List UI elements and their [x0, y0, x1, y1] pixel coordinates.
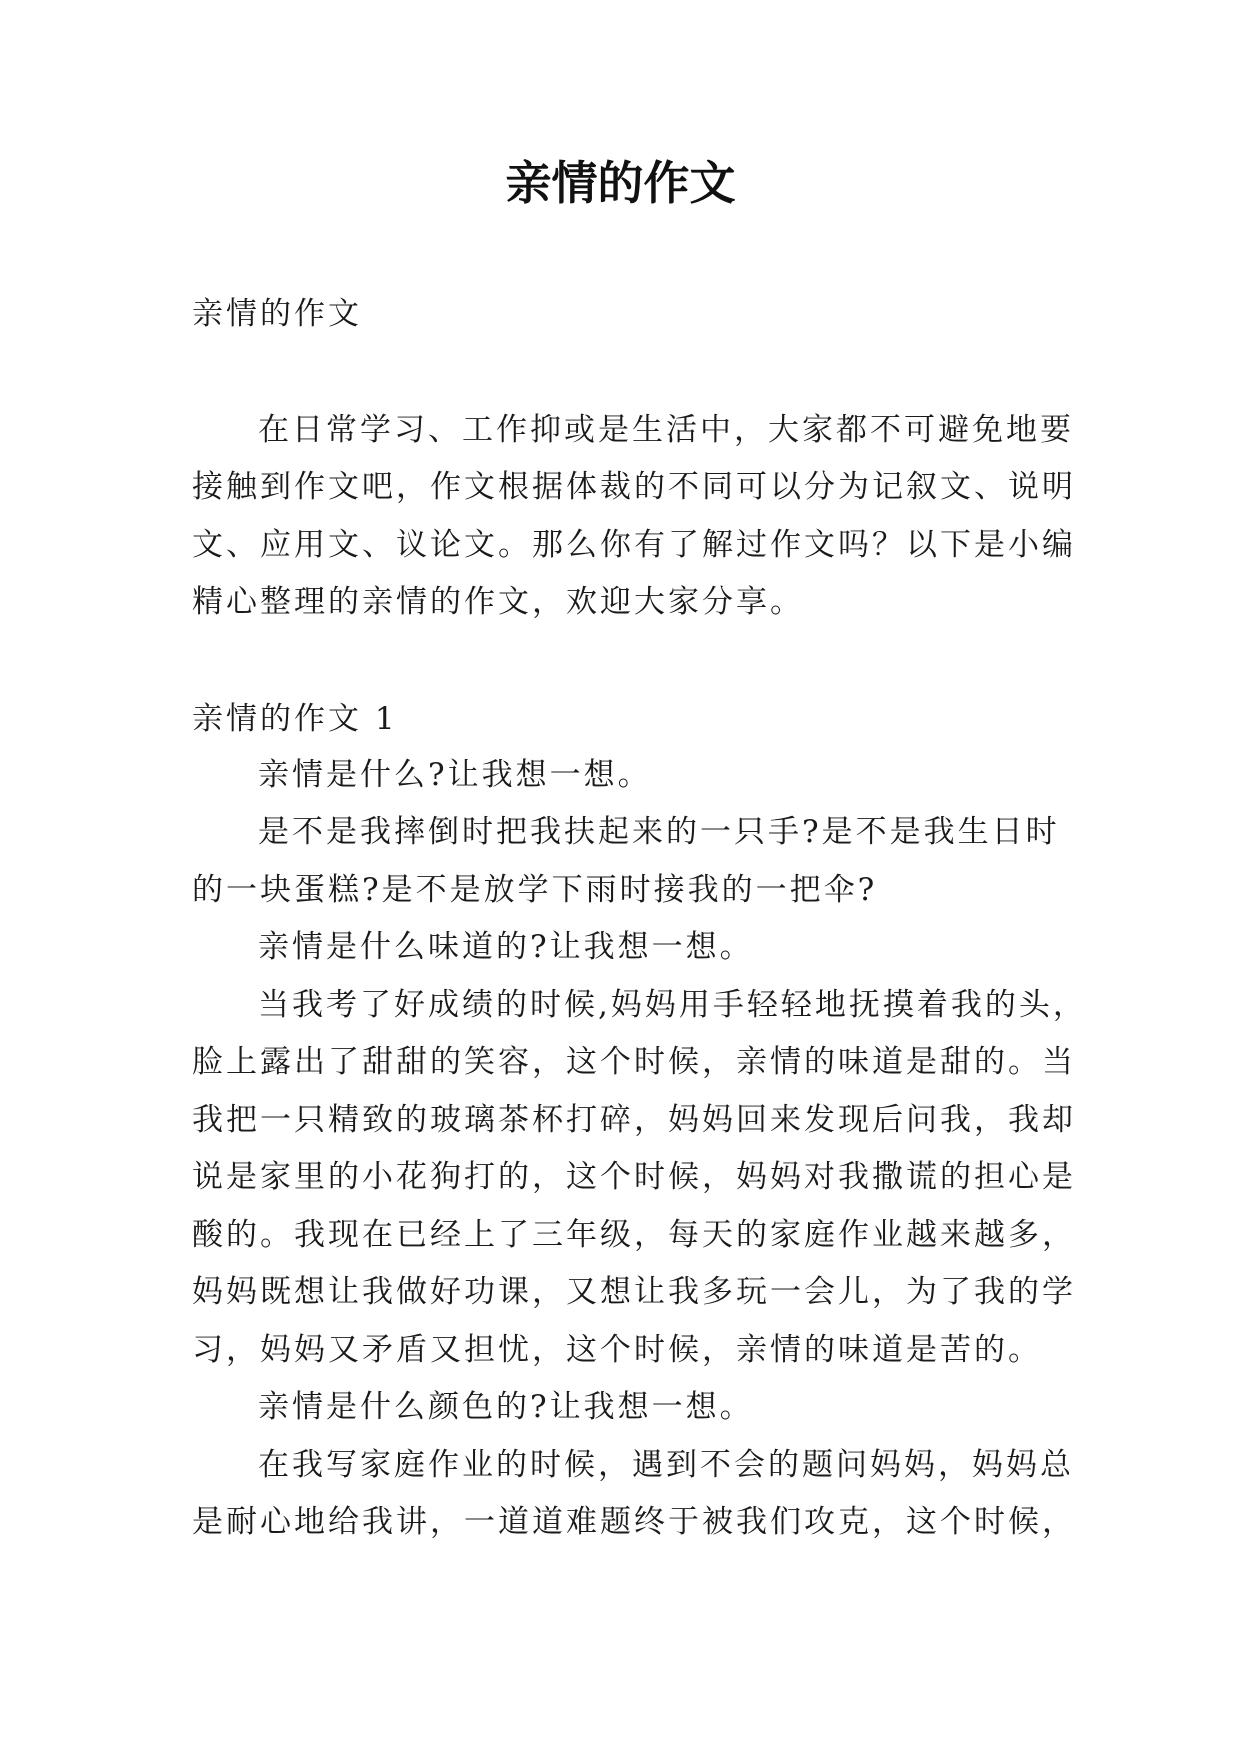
body-line-2: 是不是我摔倒时把我扶起来的一只手?是不是我生日时: [258, 814, 1060, 850]
body-line-12: 亲情是什么颜色的?让我想一想。: [258, 1389, 754, 1425]
intro-line-1: 在日常学习、工作抑或是生活中，大家都不可避免地要: [258, 412, 1074, 448]
body-line-5: 当我考了好成绩的时候,妈妈用手轻轻地抚摸着我的头，: [258, 987, 1087, 1023]
body-line-10: 妈妈既想让我做好功课，又想让我多玩一会儿，为了我的学: [192, 1274, 1076, 1310]
body-line-14: 是耐心地给我讲，一道道难题终于被我们攻克，这个时候，: [192, 1504, 1076, 1540]
body-line-8: 说是家里的小花狗打的，这个时候，妈妈对我撒谎的担心是: [192, 1159, 1076, 1195]
body-line-9: 酸的。我现在已经上了三年级，每天的家庭作业越来越多，: [192, 1217, 1076, 1253]
intro-line-3: 文、应用文、议论文。那么你有了解过作文吗？以下是小编: [192, 527, 1076, 563]
body-line-13: 在我写家庭作业的时候，遇到不会的题问妈妈，妈妈总: [258, 1447, 1074, 1483]
intro-line-2: 接触到作文吧，作文根据体裁的不同可以分为记叙文、说明: [192, 469, 1076, 505]
body-line-7: 我把一只精致的玻璃茶杯打碎，妈妈回来发现后问我，我却: [192, 1102, 1076, 1138]
body-line-3: 的一块蛋糕?是不是放学下雨时接我的一把伞?: [192, 872, 878, 908]
document-subtitle: 亲情的作文: [192, 296, 362, 332]
body-line-11: 习，妈妈又矛盾又担忧，这个时候，亲情的味道是苦的。: [192, 1332, 1042, 1368]
document-title: 亲情的作文: [505, 156, 736, 210]
intro-line-4: 精心整理的亲情的作文，欢迎大家分享。: [192, 584, 804, 620]
body-line-1: 亲情是什么?让我想一想。: [258, 757, 652, 793]
body-line-4: 亲情是什么味道的?让我想一想。: [258, 929, 754, 965]
body-line-6: 脸上露出了甜甜的笑容，这个时候，亲情的味道是甜的。当: [192, 1044, 1076, 1080]
section-heading: 亲情的作文 1: [192, 701, 398, 737]
